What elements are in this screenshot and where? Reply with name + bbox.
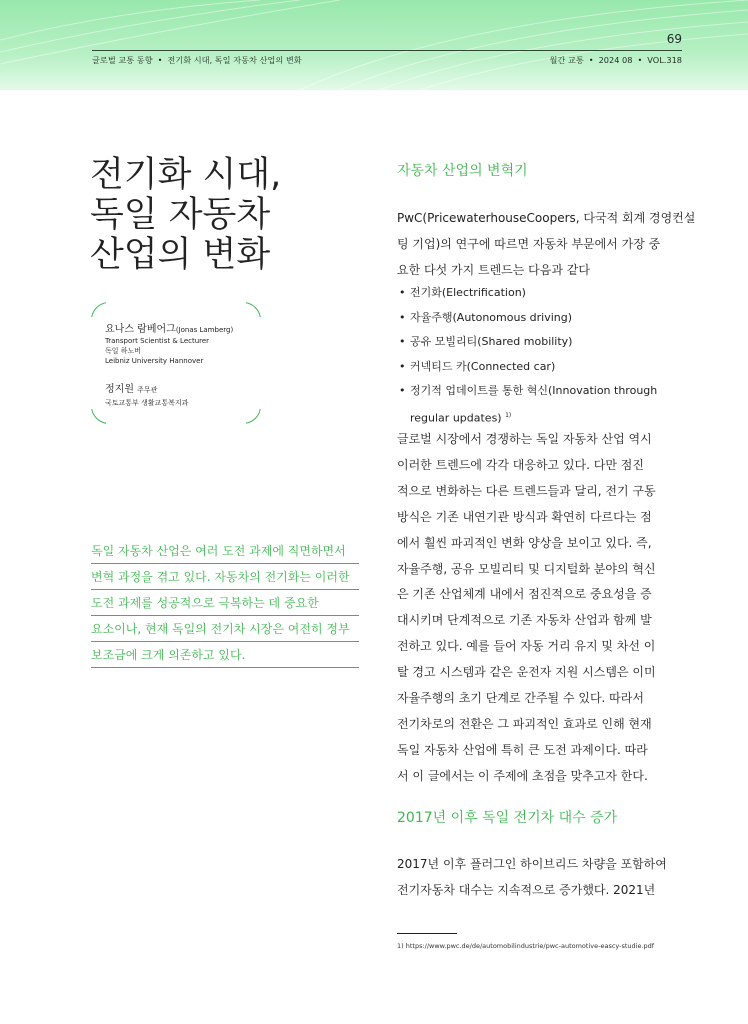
body-line: 방식은 기존 내연기관 방식과 확연히 다르다는 점 bbox=[397, 509, 652, 524]
list-item-text: 전기화(Electrification) bbox=[410, 286, 526, 299]
intro-line: 요한 다섯 가지 트렌드는 다음과 같다 bbox=[397, 263, 590, 277]
list-item bbox=[399, 330, 657, 355]
header-separator: • bbox=[157, 55, 163, 65]
body-line: 독일 자동차 산업에 특히 큰 도전 과제이다. 따라 bbox=[397, 742, 648, 757]
list-item-text: 커넥티드 카(Connected car) bbox=[410, 359, 556, 373]
intro-paragraph bbox=[397, 205, 695, 283]
pull-quote-line: 도전 과제를 성공적으로 극복하는 데 중요한 bbox=[91, 590, 359, 616]
list-item-text: regular updates) bbox=[410, 411, 502, 425]
running-header-left bbox=[92, 55, 302, 66]
author1-role: Transport Scientist & Lecturer bbox=[105, 337, 210, 345]
list-item bbox=[399, 355, 657, 380]
list-item-text: 정기적 업데이트를 통한 혁신(Innovation through bbox=[410, 384, 658, 397]
footnote-reference[interactable]: 1) bbox=[505, 411, 512, 419]
footnote-rule bbox=[397, 933, 457, 934]
bullet-mark: • bbox=[399, 359, 406, 373]
header-rule bbox=[92, 50, 682, 51]
author2-title: 주무관 bbox=[137, 386, 158, 394]
body-line: 자율주행의 초기 단계로 간주될 수 있다. 따라서 bbox=[397, 691, 644, 706]
section-heading: 2017년 이후 독일 전기차 대수 증가 bbox=[397, 810, 618, 826]
header-date: 2024 08 bbox=[598, 55, 633, 65]
body-line: 에서 훨씬 파괴적인 변화 양상을 보이고 있다. 즉, bbox=[397, 535, 652, 550]
title-line: 독일 자동차 bbox=[90, 195, 271, 235]
header-band bbox=[0, 0, 748, 90]
author1-name: 요나스 람베어그 bbox=[105, 324, 176, 335]
pull-quote bbox=[91, 538, 359, 668]
author2-dept: 국토교통부 생활교통복지과 bbox=[105, 399, 189, 407]
body-line: 이러한 트렌드에 각각 대응하고 있다. 다만 점진 bbox=[397, 457, 644, 472]
body-line: 전하고 있다. 예를 들어 자동 거리 유지 및 차선 이 bbox=[397, 639, 656, 654]
author1-school-kr: 독일 하노버 bbox=[105, 347, 142, 355]
author1-school-en: Leibniz University Hannover bbox=[105, 357, 204, 365]
bullet-mark: • bbox=[399, 286, 406, 299]
bullet-mark: • bbox=[399, 384, 406, 397]
author1-name-line bbox=[105, 320, 233, 335]
body-line: 자율주행, 공유 모빌리티 및 디지털화 분야의 혁신 bbox=[397, 561, 656, 576]
section-heading: 자동차 산업의 변혁기 bbox=[397, 163, 528, 179]
body-line: 은 기존 산업체계 내에서 점진적으로 중요성을 증 bbox=[397, 587, 652, 602]
list-item bbox=[399, 379, 657, 404]
body-line: 서 이 글에서는 이 주제에 초점을 맞추고자 한다. bbox=[397, 768, 648, 783]
pull-quote-line: 변혁 과정을 겪고 있다. 자동차의 전기화는 이러한 bbox=[91, 564, 359, 590]
running-header-right bbox=[550, 55, 683, 66]
page-number: 69 bbox=[666, 32, 682, 46]
body-paragraph bbox=[397, 427, 656, 790]
list-item-text: 자율주행(Autonomous driving) bbox=[410, 310, 573, 324]
trend-list bbox=[399, 281, 657, 428]
list-item bbox=[399, 281, 657, 306]
intro-line: 팅 기업)의 연구에 따르면 자동차 부문에서 가장 중 bbox=[397, 237, 661, 251]
header-separator: • bbox=[588, 55, 594, 65]
header-section-label: 글로벌 교통 동향 bbox=[92, 55, 153, 65]
title-line: 전기화 시대, bbox=[90, 155, 282, 195]
title-line: 산업의 변화 bbox=[90, 235, 271, 275]
author1-latin-name: (Jonas Lamberg) bbox=[175, 326, 234, 334]
header-wave-decoration bbox=[0, 0, 748, 90]
list-item-text: 공유 모빌리티(Shared mobility) bbox=[410, 335, 573, 348]
header-magazine: 월간 교통 bbox=[549, 55, 584, 65]
pull-quote-line: 요소이나, 현재 독일의 전기차 시장은 여전히 정부 bbox=[91, 616, 359, 642]
body-line: 탈 경고 시스템과 같은 운전자 지원 시스템은 이미 bbox=[397, 665, 656, 680]
pull-quote-line: 보조금에 크게 의존하고 있다. bbox=[91, 642, 359, 668]
author2-name: 정지원 bbox=[105, 384, 134, 395]
pull-quote-line: 독일 자동차 산업은 여러 도전 과제에 직면하면서 bbox=[91, 538, 359, 564]
list-item-continuation bbox=[399, 404, 657, 429]
footnote: 1) https://www.pwc.de/de/automobilindustrie/pwc-automotive-eascy-studie.pdf bbox=[397, 942, 655, 950]
article-title bbox=[90, 155, 281, 275]
author2-name-line bbox=[105, 380, 157, 395]
body-line: 글로벌 시장에서 경쟁하는 독일 자동차 산업 역시 bbox=[397, 432, 652, 446]
body-line: 전기자동차 대수는 지속적으로 증가했다. 2021년 bbox=[397, 882, 656, 897]
header-separator: • bbox=[637, 55, 643, 65]
intro-line: PwC(PricewaterhouseCoopers, 다국적 회계 경영컨설 bbox=[397, 211, 696, 225]
header-volume: VOL.318 bbox=[647, 55, 682, 65]
body-line: 전기차로의 전환은 그 파괴적인 효과로 인해 현재 bbox=[397, 716, 652, 731]
bullet-mark: • bbox=[399, 310, 406, 324]
header-article-title: 전기화 시대, 독일 자동차 산업의 변화 bbox=[167, 55, 302, 65]
body-line: 대시키며 단계적으로 기존 자동차 산업과 함께 발 bbox=[397, 613, 652, 628]
body-line: 2017년 이후 플러그인 하이브리드 차량을 포함하여 bbox=[397, 857, 667, 871]
body-paragraph bbox=[397, 852, 667, 904]
bullet-mark: • bbox=[399, 335, 406, 348]
list-item bbox=[399, 306, 657, 331]
body-line: 적으로 변화하는 다른 트렌드들과 달리, 전기 구동 bbox=[397, 483, 656, 498]
